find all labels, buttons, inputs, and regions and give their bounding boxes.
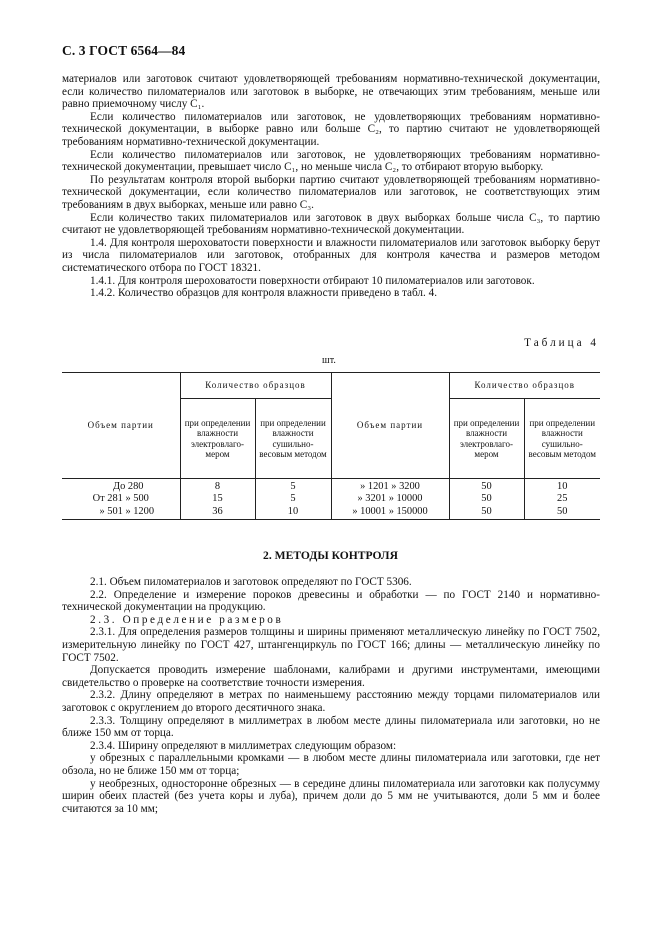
table-row — [62, 493, 600, 505]
cell-electro: 36 — [180, 506, 255, 520]
paragraph: материалов или заготовок считают удовлетворяющей требованиям нормативно-технической документации, если количество пиломатериалов или заготовок в выборке, не отвечающих этим требованиям, меньше или равно приемочному числу С₁. — [62, 73, 600, 111]
cell-volume: » 10001 » 150000 — [331, 506, 449, 520]
section-title: 2. МЕТОДЫ КОНТРОЛЯ — [263, 549, 398, 562]
cell-volume: От 281 » 500 — [62, 493, 180, 505]
column-header-samples: Количество образцов — [449, 373, 600, 399]
paragraph: 2.1. Объем пиломатериалов и заготовок определяют по ГОСТ 5306. — [90, 576, 412, 588]
paragraph: 2.3.1. Для определения размеров толщины и ширины применяют металлическую линейку по ГОСТ 7502, измерительную линейку по ГОСТ 427, штангенциркуль по ГОСТ 166; длины — металлическую линейку по ГОСТ 7502. — [62, 626, 600, 664]
table-unit: шт. — [322, 355, 336, 366]
table-caption: Таблица 4 — [524, 337, 599, 349]
cell-electro: 50 — [449, 506, 524, 520]
cell-dry: 10 — [255, 506, 331, 520]
column-header-volume: Объем партии — [62, 373, 180, 479]
cell-dry: 5 — [255, 479, 331, 494]
page-header: С. 3 ГОСТ 6564—84 — [62, 43, 186, 58]
cell-dry: 25 — [557, 493, 568, 505]
cell-electro: 8 — [180, 479, 255, 494]
cell-volume: До 280 — [62, 479, 180, 494]
paragraph: 2.3.3. Толщину определяют в миллиметрах в любом месте длины пиломатериала или заготовки, но не ближе 150 мм от торца. — [62, 714, 600, 740]
cell-electro: 50 — [449, 493, 524, 505]
subheader-electro: при определении влажности электровлаго-мером — [180, 399, 255, 479]
samples-table — [62, 372, 600, 520]
cell-dry: 5 — [255, 493, 331, 505]
paragraph: Допускается проводить измерение шаблонами, калибрами и другими инструментами, имеющими свидетельство о проверке на соответствие точности измерения. — [62, 664, 600, 689]
bottom-text-block — [62, 576, 600, 815]
paragraph: 2.3.4. Ширину определяют в миллиметрах следующим образом: — [90, 739, 397, 752]
paragraph: По результатам контроля второй выборки партию считают удовлетворяющей требованиям нормативно-технической документации, если количество пиломатериалов или заготовок, не соответствующих этим требованиям в двух выборках, меньше или равно С₃. — [62, 173, 600, 211]
table-row — [62, 506, 600, 520]
paragraph: Если количество таких пиломатериалов или заготовок в двух выборках больше числа С₃, то партию считают не удовлетворяющей требованиям нормативно-технической документации. — [62, 211, 600, 237]
paragraph: у обрезных с параллельными кромками — в любом месте длины пиломатериала или заготовки, где нет обзола, но не ближе 150 мм от торца; — [62, 752, 600, 777]
cell-electro: 15 — [180, 493, 255, 505]
top-text-block — [62, 73, 600, 300]
subheader-electro: при определении влажности электровлаго-мером — [449, 399, 524, 479]
paragraph: 1.4.1. Для контроля шероховатости поверхности отбирают 10 пиломатериалов или заготовок. — [90, 274, 535, 287]
paragraph: Если количество пиломатериалов или заготовок, не удовлетворяющих требованиям нормативно-технической документации, в выборке равно или больше С₂, то партию считают не удовлетворяющей требованиям нормативно-технической документации. — [62, 110, 600, 148]
paragraph: Если количество пиломатериалов или заготовок, не удовлетворяющих требованиям нормативно-технической документации, превышает число С₁, но меньше числа С₂, то отбирают вторую выборку. — [62, 148, 600, 174]
paragraph: 2.2. Определение и измерение пороков древесины и обработки — по ГОСТ 2140 и нормативно-технической документации на продукцию. — [62, 588, 600, 614]
paragraph: 1.4. Для контроля шероховатости поверхности и влажности пиломатериалов или заготовок выборку берут из числа пиломатериалов или заготовок, отобранных для контроля качества и размеров методом систематического отбора по ГОСТ 18321. — [62, 236, 600, 274]
column-header-samples: Количество образцов — [180, 373, 331, 399]
cell-electro: 50 — [449, 479, 524, 494]
cell-dry: 50 — [524, 506, 600, 520]
table-row — [62, 479, 600, 494]
subheader-dry: при определении влажности сушильно-весовым методом — [524, 399, 600, 479]
paragraph: 2.3.2. Длину определяют в метрах по наименьшему расстоянию между торцами пиломатериалов или заготовок с округлением до второго десятичного знака. — [62, 689, 600, 714]
cell-volume: » 501 » 1200 — [62, 506, 180, 520]
cell-volume: » 3201 » 10000 — [331, 493, 449, 505]
cell-volume: » 1201 » 3200 — [331, 479, 449, 494]
paragraph: 1.4.2. Количество образцов для контроля влажности приведено в табл. 4. — [90, 287, 437, 300]
paragraph: у необрезных, односторонне обрезных — в середине длины пиломатериала или заготовки как полусумму ширин обеих пластей (без учета коры и луба), причем доли до 5 мм не учитываются, доли 5 мм и более считаются за 10 мм; — [62, 777, 600, 815]
column-header-volume: Объем партии — [331, 373, 449, 479]
cell-dry: 10 — [557, 481, 568, 492]
subsection-heading: 2.3. Определение размеров — [90, 613, 284, 626]
subheader-dry: при определении влажности сушильно-весовым методом — [255, 399, 331, 479]
